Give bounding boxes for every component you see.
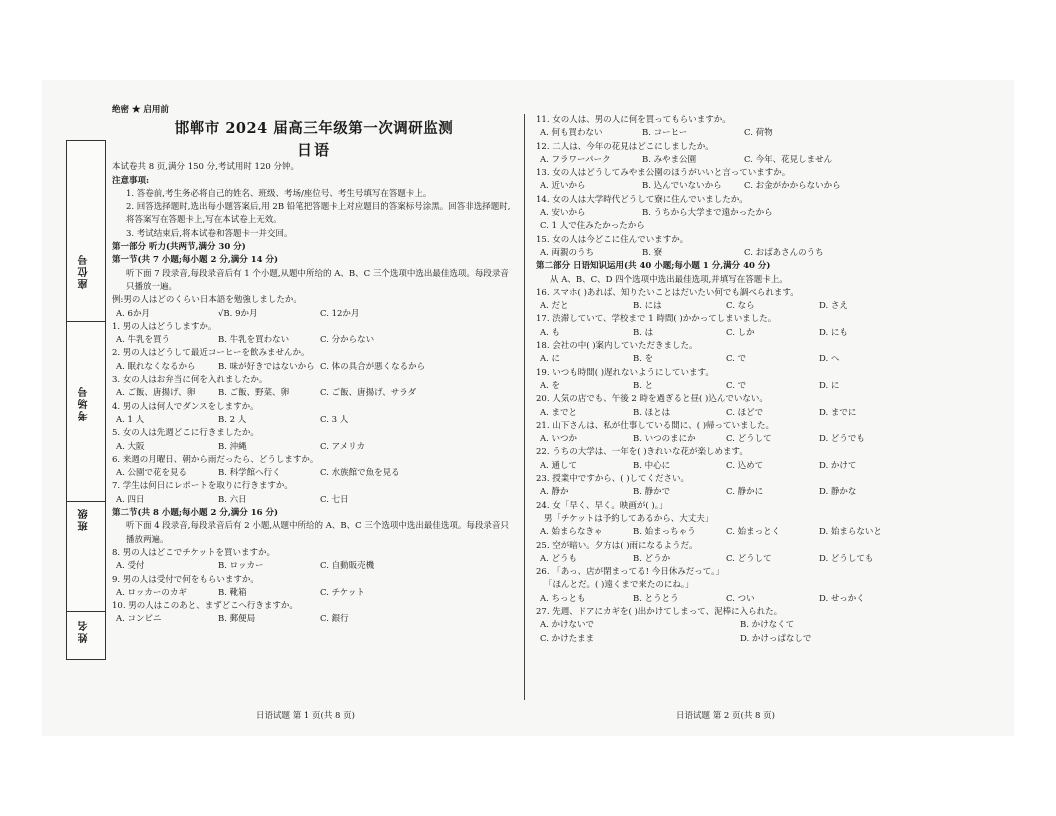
option: A. 6か月 (116, 308, 150, 319)
exam-title: 邯郸市 2024 届高三年级第一次调研监测 (174, 120, 454, 138)
left-page (112, 104, 516, 627)
option: A. 通して (540, 460, 578, 471)
option: C. ご飯、唐揚げ、サラダ (320, 388, 417, 399)
option: D. にも (819, 327, 848, 338)
secret-mark: 绝密 ★ 启用前 (112, 105, 169, 115)
options-27-row1 (536, 619, 912, 632)
question-7: 7. 学生は何日にレポートを取りに行きますか。 (112, 481, 293, 492)
option: A. 1 人 (116, 414, 145, 425)
option: B. どうか (633, 553, 671, 564)
question-20: 20. 人気の店でも、午後 2 時を過ぎると昼( )込んでいない。 (536, 394, 768, 405)
option: A. 牛乳を買う (116, 335, 171, 346)
option: A. 大阪 (116, 441, 145, 452)
options-24 (536, 526, 912, 539)
example-question: 例:男の人はどのくらい日本語を勉強しましたか。 (112, 295, 302, 306)
option: B. 味が好きではないから (218, 361, 315, 372)
question-4: 4. 男の人は何人でダンスをしますか。 (112, 401, 259, 412)
options-22 (536, 460, 912, 473)
option: B. ご飯、野菜、卵 (218, 388, 290, 399)
option: B. 始まっちゃう (633, 527, 696, 538)
option: B. と (633, 380, 654, 391)
option: A. ちっとも (540, 593, 586, 604)
options-14 (536, 207, 912, 220)
option: C. しか (726, 327, 755, 338)
page-footer-right: 日语试题 第 2 页(共 8 页) (676, 711, 775, 721)
option: A. を (540, 380, 561, 391)
binding-label-seat: 座位号 (79, 253, 90, 289)
option: C. 自動販売機 (320, 561, 375, 572)
option: A. 四日 (116, 494, 145, 505)
question-12: 12. 二人は、今年の花見はどこにしましたか。 (536, 141, 714, 152)
question-9: 9. 男の人は受付で何をもらいますか。 (112, 574, 259, 585)
option: C. アメリカ (320, 441, 366, 452)
intro-notice: 注意事项: (112, 175, 150, 186)
option: D. さえ (819, 301, 848, 312)
option: C. 1 人で住みたかったから (540, 221, 645, 232)
option: B. を (633, 354, 654, 365)
options-23 (536, 486, 912, 499)
question-8: 8. 男の人はどこでチケットを買いますか。 (112, 547, 276, 558)
option: A. ロッカーのカギ (116, 587, 187, 598)
option: D. 静かな (819, 487, 857, 498)
question-17: 17. 渋滞していて、学校まで 1 時間( )かかってしまいました。 (536, 314, 777, 325)
options-16 (536, 300, 912, 313)
option: B. とうとう (633, 593, 679, 604)
options-13 (536, 180, 912, 193)
options-11 (536, 127, 912, 140)
option: B. 2 人 (218, 414, 247, 425)
question-19: 19. いつも時間( )遅れないようにしています。 (536, 367, 714, 378)
option: B. みやま公園 (642, 154, 697, 165)
sec2-heading: 第二节(共 8 小题;每小题 2 分,满分 16 分) (112, 508, 279, 519)
option: A. だと (540, 301, 569, 312)
option: A. かけないで (540, 620, 595, 631)
option: B. いつのまにか (633, 434, 696, 445)
options-27-row2 (536, 633, 912, 646)
options-1 (112, 334, 516, 347)
options-5 (112, 441, 516, 454)
page-divider (524, 114, 525, 700)
question-21: 21. 山下さんは、私が仕事している間に、( )帰っていました。 (536, 420, 775, 431)
option: A. までと (540, 407, 578, 418)
question-2: 2. 男の人はどうして最近コーヒーを飲みませんか。 (112, 348, 310, 359)
options-17 (536, 327, 912, 340)
option: B. 靴箱 (218, 587, 247, 598)
intro-rule-2: 2. 回答选择题时,选出每小题答案后,用 2B 铅笔把答题卡上对应题目的答案标号涂黑。回答非选择题时,将答案写在答题卡上,写在本试卷上无效。 (126, 202, 511, 226)
option: A. どうも (540, 553, 578, 564)
intro-line: 本试卷共 8 页,满分 150 分,考试用时 120 分钟。 (112, 162, 299, 173)
question-18: 18. 会社の中( )案内していただきました。 (536, 341, 698, 352)
page-footer-left: 日语试题 第 1 页(共 8 页) (256, 711, 355, 721)
option: A. 近いから (540, 181, 586, 192)
option: C. 体の具合が悪くなるから (320, 361, 426, 372)
options-12 (536, 154, 912, 167)
option: C. つい (726, 593, 755, 604)
question-6: 6. 来週の月曜日、朝から雨だったら、どうしますか。 (112, 454, 319, 465)
options-21 (536, 433, 912, 446)
options-4 (112, 414, 516, 427)
option: C. おばあさんのうち (744, 247, 824, 258)
option: A. 安いから (540, 208, 586, 219)
option: A. 公園で花を見る (116, 468, 188, 479)
question-24-line2: 男「チケットは予約してあるから、大丈夫」 (544, 513, 714, 524)
binding-label-class: 班级 (79, 507, 90, 531)
question-26: 26. 「あっ、店が閉まってる! 今日休みだって。」 (536, 567, 724, 578)
options-6 (112, 467, 516, 480)
question-23: 23. 授業中ですから、( )してください。 (536, 474, 690, 485)
option: C. どうして (726, 434, 772, 445)
option: C. 今年、花見しません (744, 154, 833, 165)
option: C. どうして (726, 553, 772, 564)
option: C. 分からない (320, 335, 375, 346)
question-11: 11. 女の人は、男の人に何を買ってもらいますか。 (536, 115, 731, 125)
option: A. 始まらなきゃ (540, 527, 603, 538)
options-7 (112, 494, 516, 507)
option: C. 始まっとく (726, 527, 781, 538)
option: B. 科学館へ行く (218, 468, 281, 479)
right-page (536, 114, 912, 646)
sec2-question-list-left (112, 547, 516, 627)
question-14: 14. 女の人は大学時代どうして寮に住んでいましたか。 (536, 194, 748, 205)
option: B. 六日 (218, 494, 247, 505)
option: C. 12か月 (320, 308, 360, 319)
option: B. うちから大学まで遠かったから (642, 208, 773, 219)
binding-label-room: 考场号 (79, 385, 90, 421)
part2-question-list (536, 287, 912, 646)
option: C. お金がかからないから (744, 181, 841, 192)
part2-instruction: 从 A、B、C、D 四个选项中选出最佳选项,并填写在答题卡上。 (550, 274, 788, 285)
option: B. かけなくて (740, 620, 795, 631)
option: B. 寮 (642, 247, 663, 258)
sec1-question-list (112, 321, 516, 507)
option: C. で (726, 354, 747, 365)
options-19 (536, 380, 912, 393)
option: A. ご飯、唐揚げ、卵 (116, 388, 196, 399)
example-options (112, 308, 516, 321)
part1-heading: 第一部分 听力(共两节,满分 30 分) (112, 242, 246, 253)
intro-rule-3: 3. 考试结束后,将本试卷和答题卡一并交回。 (126, 228, 293, 239)
option: C. チケット (320, 587, 365, 598)
options-26 (536, 593, 912, 606)
option: D. に (819, 380, 840, 391)
sec2-question-list-right (536, 114, 912, 260)
options-3 (112, 387, 516, 400)
part2-heading: 第二部分 日语知识运用(共 40 小题;每小题 1 分,满分 40 分) (536, 261, 771, 272)
question-22: 22. うちの大学は、一年を( )きれいな花が楽しめます。 (536, 447, 748, 458)
option: B. 牛乳を買わない (218, 335, 290, 346)
option: D. どうでも (819, 434, 865, 445)
option: B. には (633, 301, 662, 312)
option: D. せっかく (819, 593, 865, 604)
option: A. 静か (540, 487, 569, 498)
option: C. 銀行 (320, 614, 349, 625)
question-3: 3. 女の人はお弁当に何を入れましたか。 (112, 375, 268, 386)
option: D. かけっぱなしで (740, 633, 812, 644)
question-25: 25. 空が暗い。夕方は( )雨になるようだ。 (536, 540, 698, 551)
option: B. 中心に (633, 460, 671, 471)
option: D. までに (819, 407, 857, 418)
sec2-instruction: 听下面 4 段录音,每段录音后有 2 小题,从题中所给的 A、B、C 三个选项中选出最佳选项。每段录音只播放两遍。 (126, 521, 509, 545)
exam-subject: 日语 (296, 141, 331, 160)
options-10 (112, 613, 516, 626)
option: A. に (540, 354, 561, 365)
option: A. も (540, 327, 561, 338)
option: C. 水族館で魚を見る (320, 468, 400, 479)
options-20 (536, 407, 912, 420)
option: B. コーヒー (642, 128, 688, 139)
option: A. 受付 (116, 561, 145, 572)
option: C. 静かに (726, 487, 764, 498)
option: B. ロッカー (218, 561, 264, 572)
option: D. かけて (819, 460, 857, 471)
question-13: 13. 女の人はどうしてみやま公園のほうがいいと言っていますか。 (536, 168, 791, 179)
option: C. ほどで (726, 407, 764, 418)
question-15: 15. 女の人は今どこに住んでいますか。 (536, 234, 689, 245)
question-27: 27. 先週、ドアにカギを( )出かけてしまって、泥棒に入られた。 (536, 606, 783, 617)
intro-rule-1: 1. 答卷前,考生务必将自己的姓名、班级、考场/座位号、考生号填写在答题卡上。 (126, 188, 432, 199)
option: B. 沖縄 (218, 441, 247, 452)
option: A. 両親のうち (540, 247, 595, 258)
option: D. へ (819, 354, 840, 365)
option: B. 込んでいないから (642, 181, 722, 192)
option: B. は (633, 327, 654, 338)
question-24: 24. 女「早く、早く。映画が( )。」 (536, 500, 668, 511)
option: B. ほとは (633, 407, 671, 418)
question-16: 16. スマホ( )あれば、知りたいことはだいたい何でも調べられます。 (536, 287, 799, 298)
option: C. で (726, 380, 747, 391)
question-10: 10. 男の人はこのあと、まずどこへ行きますか。 (112, 601, 298, 612)
option: D. 始まらないと (819, 527, 882, 538)
sec1-instruction: 听下面 7 段录音,每段录音后有 1 个小题,从题中所给的 A、B、C 三个选项中选出最佳选项。每段录音只播放一遍。 (126, 268, 509, 292)
option: C. 七日 (320, 494, 349, 505)
option: A. フラワーパーク (540, 154, 611, 165)
option: A. 何も買わない (540, 128, 603, 139)
options-2 (112, 361, 516, 374)
options-15 (536, 247, 912, 260)
question-5: 5. 女の人は先週どこに行きましたか。 (112, 428, 259, 439)
option: C. かけたまま (540, 633, 595, 644)
question-1: 1. 男の人はどうしますか。 (112, 321, 217, 332)
option: C. 込めて (726, 460, 764, 471)
option: D. どうしても (819, 553, 874, 564)
option: A. 眠れなくなるから (116, 361, 196, 372)
sec1-heading: 第一节(共 7 小题;每小题 2 分,满分 14 分) (112, 255, 279, 266)
option: A. コンビニ (116, 614, 162, 625)
option: √B. 9か月 (218, 308, 258, 319)
options-18 (536, 353, 912, 366)
binding-strip (66, 140, 106, 660)
question-26-line2: 「ほんとだ。( )遠くまで来たのにね。」 (544, 580, 694, 591)
option: B. 郵便局 (218, 614, 256, 625)
option: C. 3 人 (320, 414, 349, 425)
option: A. いつか (540, 434, 578, 445)
option: B. 静かで (633, 487, 671, 498)
options-25 (536, 553, 912, 566)
options-8 (112, 560, 516, 573)
option: C. 荷物 (744, 128, 773, 139)
option: C. なら (726, 301, 755, 312)
binding-label-name: 姓名 (79, 619, 90, 643)
options-9 (112, 587, 516, 600)
